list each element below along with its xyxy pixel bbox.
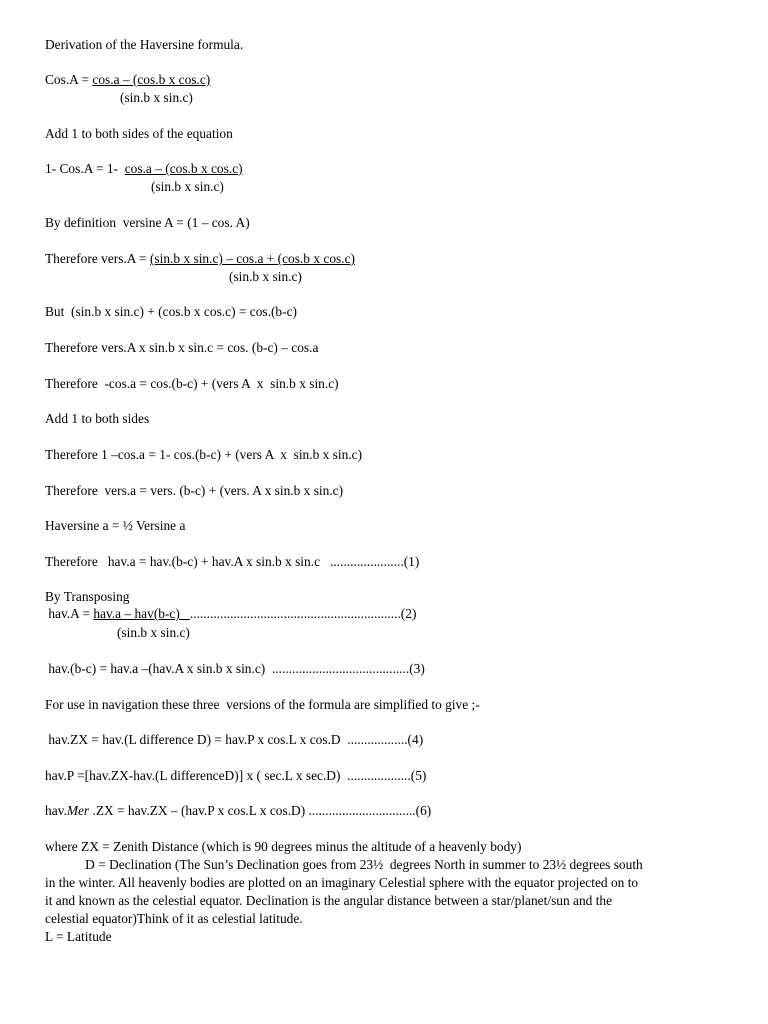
text-line: in the winter. All heavenly bodies are plotted on an imaginary Celestial sphere with the equator projected on to bbox=[45, 875, 639, 890]
text-line: Haversine a = ½ Versine a bbox=[45, 518, 186, 533]
text-line: By Transposing bbox=[45, 589, 130, 604]
text-line: where ZX = Zenith Distance (which is 90 degrees minus the altitude of a heavenly body) bbox=[45, 839, 522, 854]
equation-numerator: cos.a – (cos.b x cos.c) bbox=[124, 161, 243, 176]
equation-lhs: hav.A = bbox=[45, 606, 94, 621]
equation-rest: .ZX = hav.ZX – (hav.P x cos.L x cos.D) ................................(6) bbox=[89, 803, 432, 818]
equation-3: hav.(b-c) = hav.a –(hav.A x sin.b x sin.c) .........................................(3) bbox=[45, 661, 425, 676]
text-line: But (sin.b x sin.c) + (cos.b x cos.c) = cos.(b-c) bbox=[45, 304, 297, 319]
equation-lhs: 1- Cos.A = 1- bbox=[45, 161, 125, 176]
equation-vers-a bbox=[45, 251, 355, 267]
equation-4: hav.ZX = hav.(L difference D) = hav.P x cos.L x cos.D ..................(4) bbox=[45, 732, 424, 747]
text-line: D = Declination (The Sun’s Declination goes from 23½ degrees North in summer to 23½ degrees south bbox=[45, 857, 643, 872]
text-line: it and known as the celestial equator. Declination is the angular distance between a star/planet/sun and the bbox=[45, 893, 613, 908]
equation-mer: Mer bbox=[66, 803, 90, 818]
equation-numerator: cos.a – (cos.b x cos.c) bbox=[92, 72, 211, 87]
text-line: celestial equator)Think of it as celestial latitude. bbox=[45, 911, 303, 926]
text-line: Therefore 1 –cos.a = 1- cos.(b-c) + (vers A x sin.b x sin.c) bbox=[45, 447, 363, 462]
equation-prefix: hav. bbox=[45, 803, 67, 818]
equation-numerator: hav.a – hav(b-c) bbox=[93, 606, 190, 621]
equation-leader: ...............................................................(2) bbox=[189, 606, 417, 621]
text-line: Therefore -cos.a = cos.(b-c) + (vers A x sin.b x sin.c) bbox=[45, 376, 339, 391]
text-line: For use in navigation these three versions of the formula are simplified to give ;- bbox=[45, 697, 480, 712]
equation-5: hav.P =[hav.ZX-hav.(L differenceD)] x ( sec.L x sec.D) ...................(5) bbox=[45, 768, 427, 783]
equation-6 bbox=[45, 803, 431, 819]
equation-denominator: (sin.b x sin.c) bbox=[120, 90, 193, 105]
text-line: Add 1 to both sides bbox=[45, 411, 150, 426]
text-line: By definition versine A = (1 – cos. A) bbox=[45, 215, 250, 230]
equation-denominator: (sin.b x sin.c) bbox=[229, 269, 302, 284]
equation-1: Therefore hav.a = hav.(b-c) + hav.A x sin.b x sin.c ......................(1) bbox=[45, 554, 420, 569]
equation-lhs: Cos.A = bbox=[45, 72, 93, 87]
equation-cos-a bbox=[45, 72, 210, 88]
text-line: Add 1 to both sides of the equation bbox=[45, 126, 233, 141]
text-line: Therefore vers.a = vers. (b-c) + (vers. A x sin.b x sin.c) bbox=[45, 483, 344, 498]
equation-denominator: (sin.b x sin.c) bbox=[117, 625, 190, 640]
equation-numerator: (sin.b x sin.c) – cos.a + (cos.b x cos.c) bbox=[149, 251, 355, 266]
document-title: Derivation of the Haversine formula. bbox=[45, 37, 244, 52]
text-line: L = Latitude bbox=[45, 929, 112, 944]
equation-denominator: (sin.b x sin.c) bbox=[151, 179, 224, 194]
text-line: Therefore vers.A x sin.b x sin.c = cos. (b-c) – cos.a bbox=[45, 340, 319, 355]
equation-one-minus-cos-a bbox=[45, 161, 243, 177]
equation-2 bbox=[45, 606, 416, 622]
equation-lhs: Therefore vers.A = bbox=[45, 251, 150, 266]
